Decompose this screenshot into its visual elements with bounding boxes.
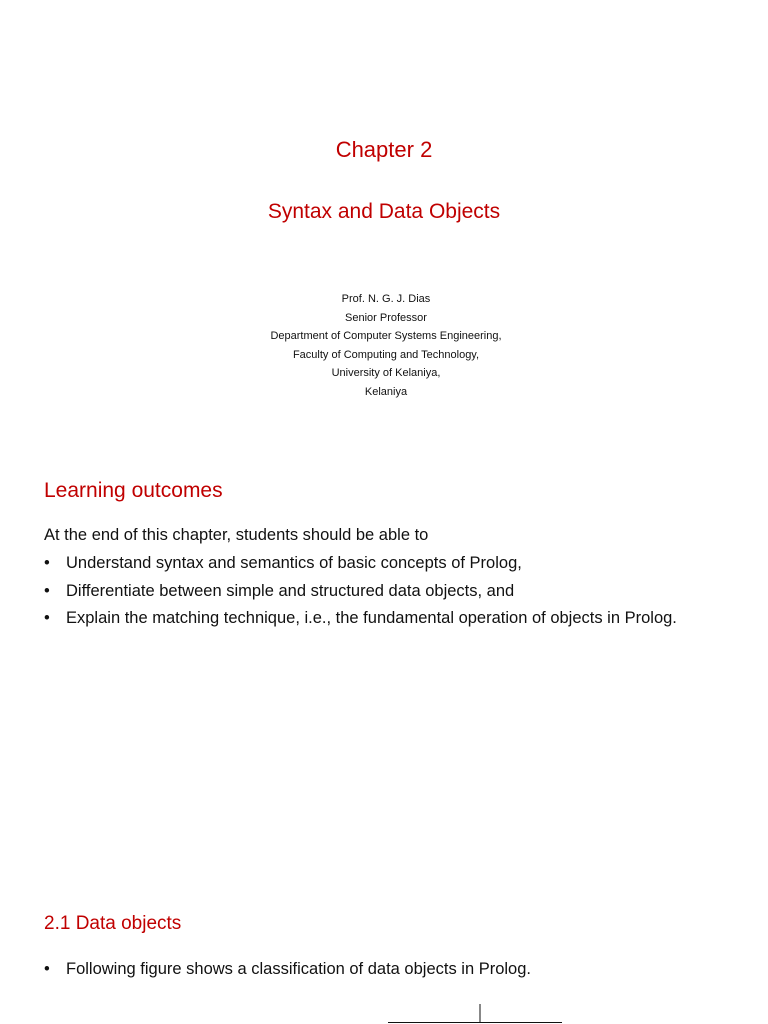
author-position: Senior Professor — [345, 311, 427, 324]
learning-outcomes-heading: Learning outcomes — [44, 479, 223, 502]
author-block — [0, 290, 768, 402]
outcome-text: Understand syntax and semantics of basic concepts of Prolog, — [66, 554, 522, 572]
author-university: University of Kelaniya, — [331, 367, 441, 380]
classification-figure — [388, 1004, 564, 1024]
bullet-icon: • — [44, 581, 50, 600]
chapter-number: Chapter 2 — [335, 137, 433, 162]
data-objects-list — [44, 957, 724, 985]
list-item — [44, 957, 724, 981]
list-item — [44, 551, 724, 575]
bullet-icon: • — [44, 960, 50, 978]
list-item — [44, 606, 724, 630]
bullet-icon: • — [44, 609, 50, 627]
author-department: Department of Computer Systems Engineering, — [270, 330, 502, 343]
learning-outcomes-list — [44, 551, 724, 634]
author-faculty: Faculty of Computing and Technology, — [292, 348, 480, 361]
chapter-title: Syntax and Data Objects — [267, 200, 501, 223]
section-heading-data-objects: 2.1 Data objects — [44, 913, 182, 934]
list-item — [44, 579, 724, 603]
author-name: Prof. N. G. J. Dias — [341, 293, 431, 305]
outcome-text: Differentiate between simple and structured data objects, and — [66, 581, 515, 600]
outcome-text: Explain the matching technique, i.e., the fundamental operation of objects in Prolog. — [66, 609, 677, 627]
author-city: Kelaniya — [364, 385, 408, 398]
learning-outcomes-intro: At the end of this chapter, students should be able to — [44, 526, 429, 544]
bullet-icon: • — [44, 554, 50, 572]
data-objects-text: Following figure shows a classification of data objects in Prolog. — [66, 960, 531, 978]
